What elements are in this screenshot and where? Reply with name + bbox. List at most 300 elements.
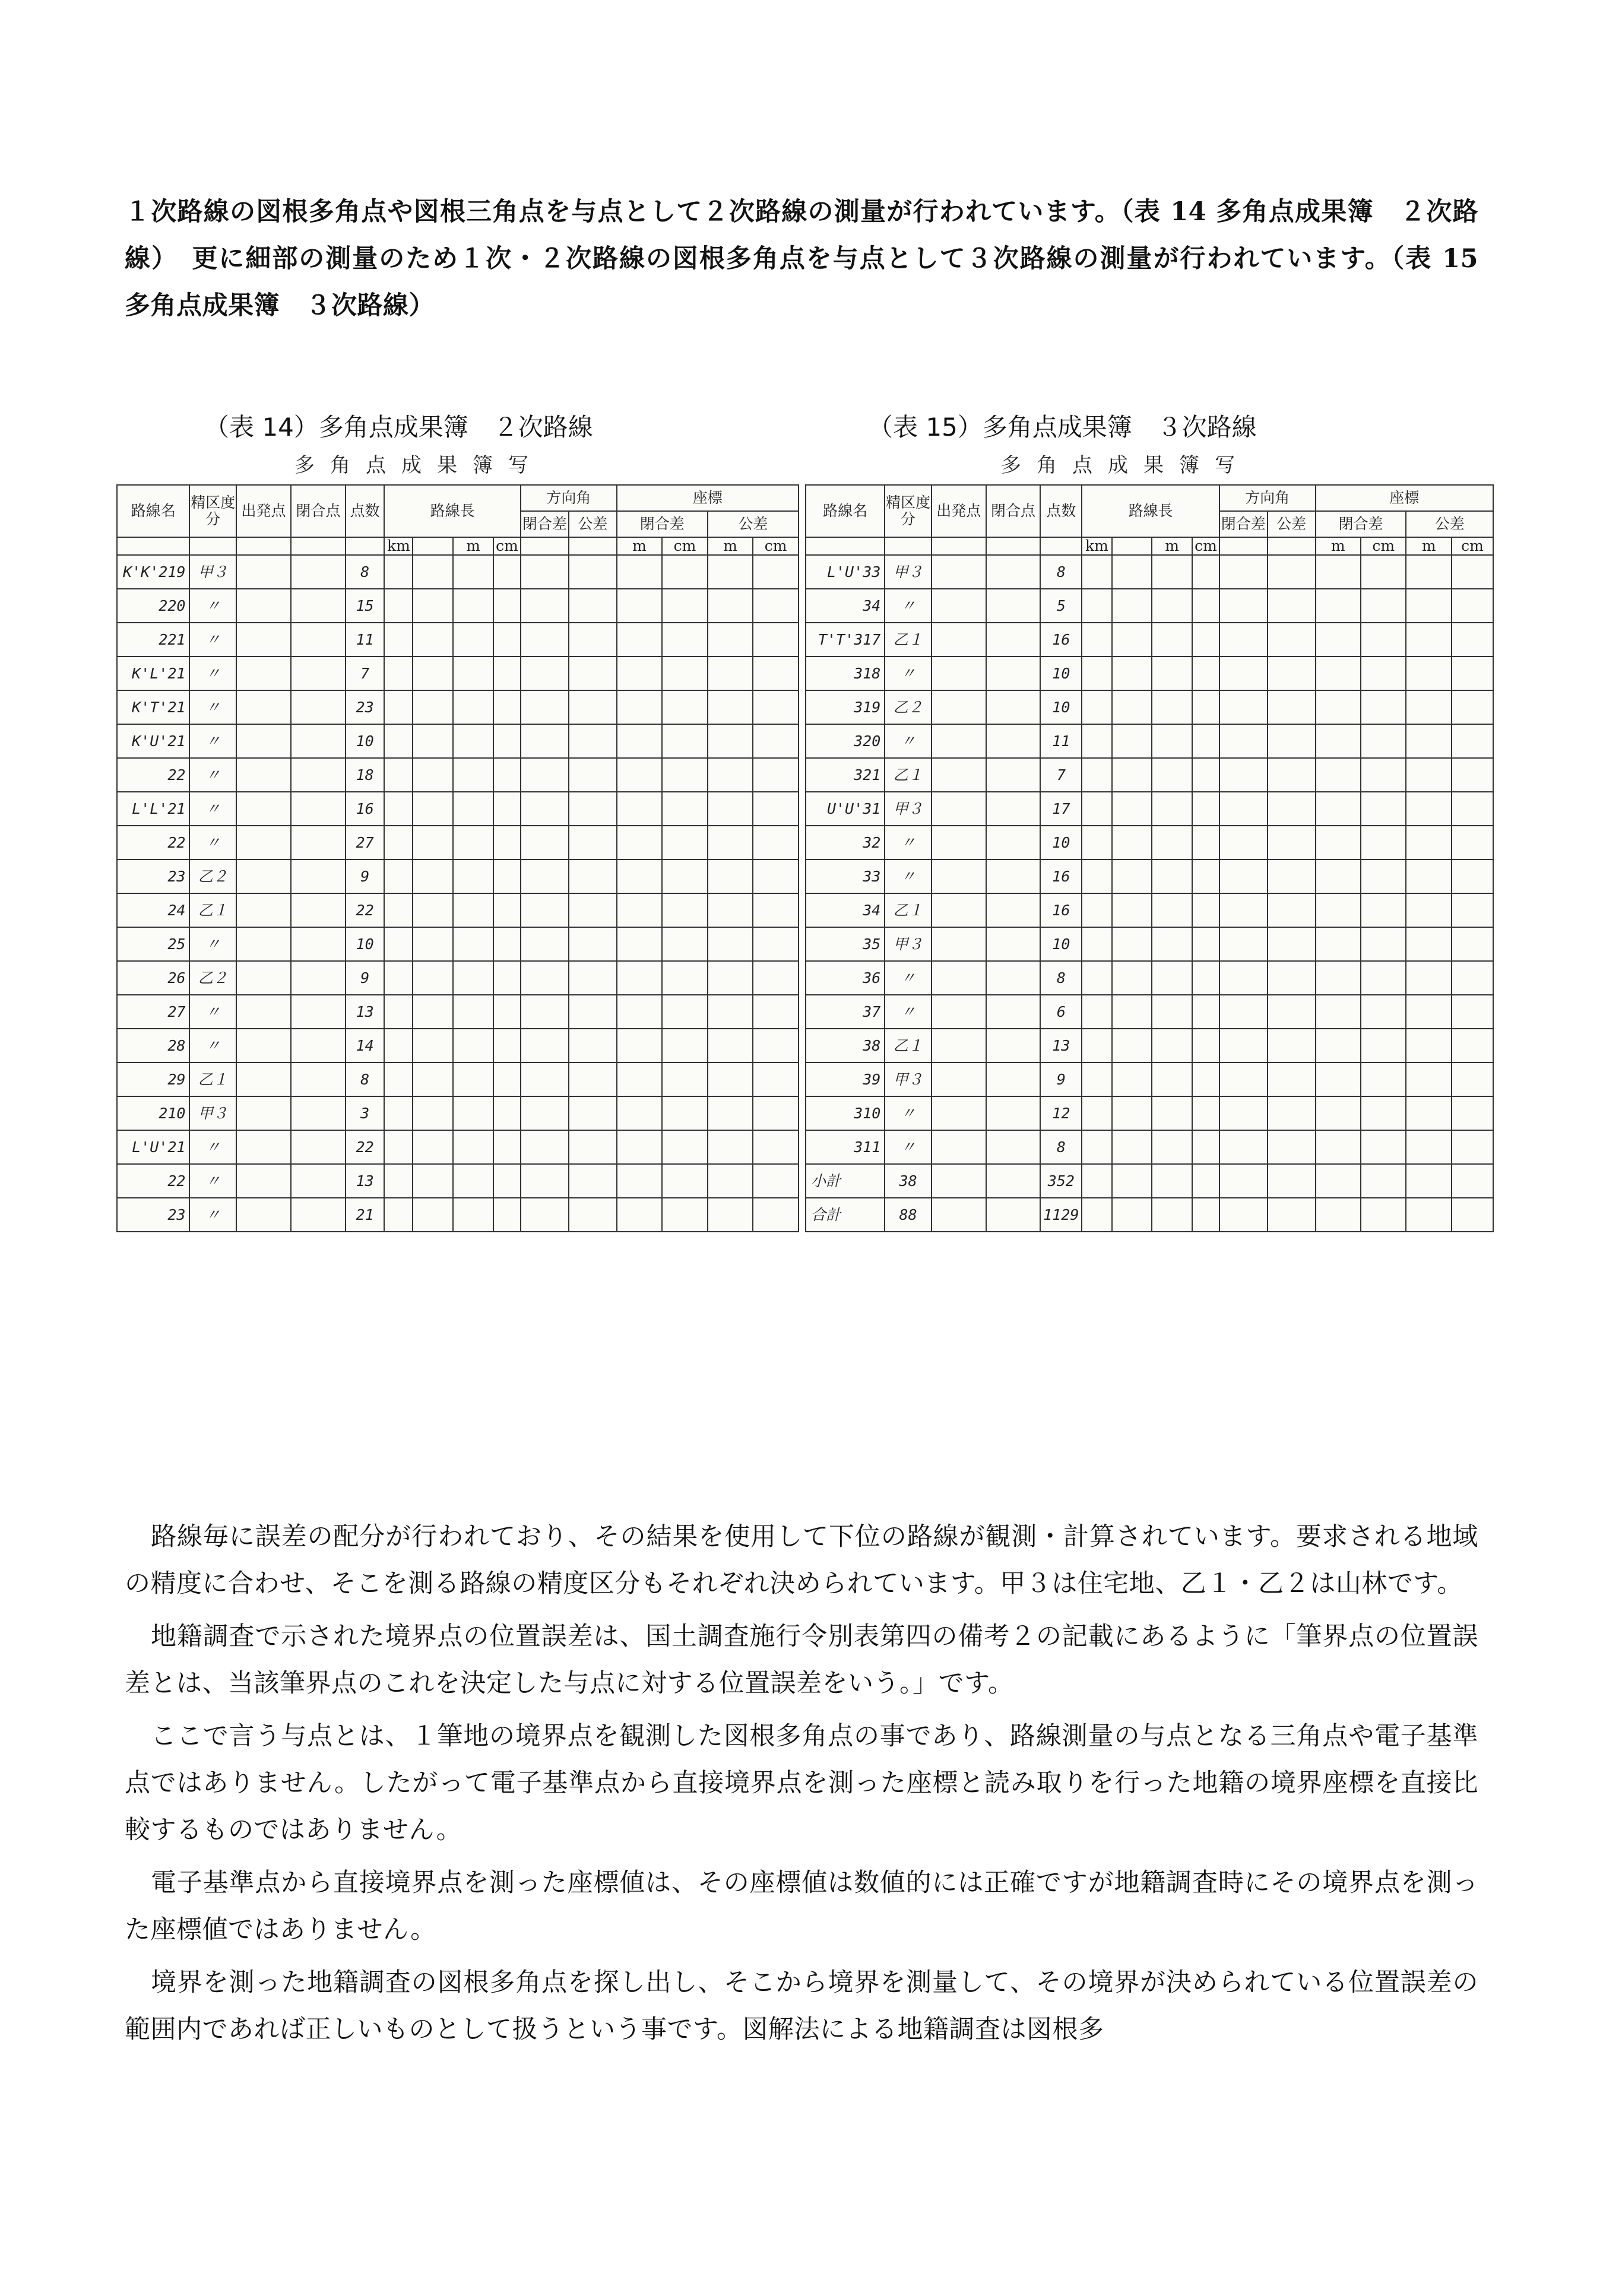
value-cell <box>1452 1063 1493 1096</box>
value-cell <box>569 623 617 657</box>
value-cell <box>569 589 617 623</box>
value-cell <box>1192 724 1219 758</box>
table-row <box>806 826 1493 860</box>
route-name-cell: K'K'219 <box>117 555 189 589</box>
point-count-cell: 15 <box>346 589 385 623</box>
route-name-cell: L'U'33 <box>806 555 885 589</box>
value-cell <box>493 657 521 690</box>
route-name-cell: 210 <box>117 1096 189 1130</box>
value-cell <box>1361 1029 1406 1063</box>
value-cell <box>453 1164 493 1198</box>
route-name-cell: U'U'31 <box>806 792 885 826</box>
value-cell <box>1452 1096 1493 1130</box>
value-cell <box>413 690 453 724</box>
value-cell <box>569 555 617 589</box>
value-cell <box>493 623 521 657</box>
value-cell <box>1192 589 1219 623</box>
value-cell <box>521 1096 569 1130</box>
value-cell <box>753 1198 799 1232</box>
value-cell <box>1268 623 1316 657</box>
value-cell <box>662 826 708 860</box>
value-cell <box>1219 1130 1268 1164</box>
value-cell <box>753 1096 799 1130</box>
value-cell <box>708 1096 753 1130</box>
precision-class-cell: 甲３ <box>885 1063 932 1096</box>
value-cell <box>1082 1063 1111 1096</box>
value-cell <box>493 792 521 826</box>
value-cell <box>1406 1063 1451 1096</box>
precision-class-cell: 乙１ <box>189 1063 236 1096</box>
route-name-cell: K'L'21 <box>117 657 189 690</box>
value-cell <box>1406 589 1451 623</box>
value-cell <box>521 826 569 860</box>
value-cell <box>453 961 493 995</box>
header-route: 路線名 <box>806 485 885 537</box>
value-cell <box>1452 555 1493 589</box>
value-cell <box>1082 826 1111 860</box>
value-cell <box>753 555 799 589</box>
start-point-cell <box>236 826 291 860</box>
value-cell <box>453 657 493 690</box>
value-cell <box>1406 724 1451 758</box>
value-cell <box>453 1198 493 1232</box>
header-coordinate: 座標 <box>617 485 799 511</box>
end-point-cell <box>291 1164 346 1198</box>
table-row <box>806 893 1493 927</box>
precision-class-cell: 〃 <box>885 1130 932 1164</box>
table-row <box>806 961 1493 995</box>
value-cell <box>753 1164 799 1198</box>
value-cell <box>708 589 753 623</box>
table-row <box>117 961 799 995</box>
body-paragraph-5: 境界を測った地籍調査の図根多角点を探し出し、そこから境界を測量して、その境界が決められている位置誤差の範囲内であれば正しいものとして扱うという事です。図解法による地籍調査は図根多 <box>125 1968 1478 2044</box>
subtotal-routes: 38 <box>885 1164 932 1198</box>
value-cell <box>1112 1063 1152 1096</box>
end-point-cell <box>986 758 1041 792</box>
value-cell <box>1219 893 1268 927</box>
value-cell <box>1219 826 1268 860</box>
precision-class-cell: 乙２ <box>189 860 236 893</box>
value-cell <box>493 1063 521 1096</box>
precision-class-cell: 〃 <box>189 1130 236 1164</box>
start-point-cell <box>932 589 986 623</box>
value-cell <box>1192 1096 1219 1130</box>
route-name-cell: 29 <box>117 1063 189 1096</box>
header-end-point: 閉合点 <box>986 485 1041 537</box>
value-cell <box>1452 826 1493 860</box>
value-cell <box>617 927 663 961</box>
value-cell <box>753 792 799 826</box>
value-cell <box>662 1164 708 1198</box>
value-cell <box>1406 555 1451 589</box>
table-row <box>117 555 799 589</box>
unit-cm-label: cm <box>493 537 521 555</box>
point-count-cell: 14 <box>346 1029 385 1063</box>
value-cell <box>493 961 521 995</box>
table-row <box>806 589 1493 623</box>
header-coordinate: 座標 <box>1316 485 1493 511</box>
value-cell <box>569 690 617 724</box>
value-cell <box>384 860 413 893</box>
value-cell <box>453 1029 493 1063</box>
precision-class-cell: 〃 <box>189 589 236 623</box>
value-cell <box>1192 860 1219 893</box>
precision-class-cell: 〃 <box>189 657 236 690</box>
precision-class-cell: 〃 <box>885 589 932 623</box>
value-cell <box>617 826 663 860</box>
value-cell <box>453 690 493 724</box>
value-cell <box>1082 927 1111 961</box>
value-cell <box>493 1130 521 1164</box>
value-cell <box>1361 589 1406 623</box>
end-point-cell <box>986 724 1041 758</box>
value-cell <box>1361 555 1406 589</box>
value-cell <box>1361 690 1406 724</box>
value-cell <box>708 555 753 589</box>
value-cell <box>1112 792 1152 826</box>
end-point-cell <box>986 826 1041 860</box>
value-cell <box>662 1029 708 1063</box>
end-point-cell <box>291 724 346 758</box>
value-cell <box>1112 1029 1152 1063</box>
precision-class-cell: 〃 <box>189 995 236 1029</box>
value-cell <box>1152 826 1192 860</box>
value-cell <box>662 623 708 657</box>
value-cell <box>453 555 493 589</box>
value-cell <box>1316 1063 1361 1096</box>
value-cell <box>1112 690 1152 724</box>
value-cell <box>1406 792 1451 826</box>
value-cell <box>708 1063 753 1096</box>
value-cell <box>453 1130 493 1164</box>
body-paragraph-4: 電子基準点から直接境界点を測った座標値は、その座標値は数値的には正確ですが地籍調査時にその境界点を測った座標値ではありません。 <box>125 1868 1478 1945</box>
start-point-cell <box>236 995 291 1029</box>
body-section <box>125 1514 1478 2059</box>
value-cell <box>662 792 708 826</box>
precision-class-cell: 甲３ <box>885 555 932 589</box>
value-cell <box>1406 758 1451 792</box>
value-cell <box>1192 623 1219 657</box>
route-name-cell: T'T'317 <box>806 623 885 657</box>
precision-class-cell: 〃 <box>189 792 236 826</box>
value-cell <box>1406 995 1451 1029</box>
value-cell <box>1316 995 1361 1029</box>
table-row <box>806 995 1493 1029</box>
route-name-cell: 318 <box>806 657 885 690</box>
value-cell <box>1152 724 1192 758</box>
table-row <box>117 623 799 657</box>
value-cell <box>708 657 753 690</box>
subtotal-row <box>806 1164 1493 1198</box>
value-cell <box>1082 657 1111 690</box>
value-cell <box>1192 792 1219 826</box>
value-cell <box>413 623 453 657</box>
precision-class-cell: 〃 <box>885 860 932 893</box>
table-15-ledger <box>805 484 1494 1232</box>
header-start-point: 出発点 <box>236 485 291 537</box>
total-count: 1129 <box>1040 1198 1082 1232</box>
value-cell <box>1361 1063 1406 1096</box>
value-cell <box>521 1130 569 1164</box>
value-cell <box>1152 1063 1192 1096</box>
value-cell <box>1082 589 1111 623</box>
point-count-cell: 10 <box>1040 826 1082 860</box>
route-name-cell: 37 <box>806 995 885 1029</box>
value-cell <box>753 995 799 1029</box>
end-point-cell <box>986 1130 1041 1164</box>
table-14-body <box>117 555 799 1232</box>
value-cell <box>1112 927 1152 961</box>
table-row <box>806 690 1493 724</box>
value-cell <box>569 1063 617 1096</box>
header-coordinate-tolerance: 公差 <box>1406 511 1493 537</box>
value-cell <box>1082 1130 1111 1164</box>
value-cell <box>569 792 617 826</box>
precision-class-cell: 甲３ <box>189 555 236 589</box>
start-point-cell <box>236 1063 291 1096</box>
value-cell <box>384 1096 413 1130</box>
value-cell <box>708 1029 753 1063</box>
unit-m-label: m <box>617 537 663 555</box>
value-cell <box>521 860 569 893</box>
header-direction-angle: 方向角 <box>521 485 617 511</box>
point-count-cell: 22 <box>346 1130 385 1164</box>
value-cell <box>1192 555 1219 589</box>
start-point-cell <box>236 555 291 589</box>
value-cell <box>413 1063 453 1096</box>
value-cell <box>1268 1096 1316 1130</box>
value-cell <box>413 589 453 623</box>
value-cell <box>1082 555 1111 589</box>
value-cell <box>1268 927 1316 961</box>
start-point-cell <box>932 724 986 758</box>
unit-cm-label: cm <box>662 537 708 555</box>
value-cell <box>617 589 663 623</box>
value-cell <box>662 589 708 623</box>
value-cell <box>453 995 493 1029</box>
point-count-cell: 10 <box>346 724 385 758</box>
intro-section <box>125 189 1504 329</box>
value-cell <box>1316 860 1361 893</box>
precision-class-cell: 乙１ <box>189 893 236 927</box>
value-cell <box>708 927 753 961</box>
value-cell <box>1268 724 1316 758</box>
value-cell <box>1361 893 1406 927</box>
value-cell <box>1112 1130 1152 1164</box>
intro-paragraph: １次路線の図根多角点や図根三角点を与点として２次路線の測量が行われています。（表 14 多角点成果簿 ２次路線） 更に細部の測量のため１次・２次路線の図根多角点を与点として３次路線の測量が行われています。（表 15 多角点成果簿 ３次路線） <box>125 197 1504 321</box>
value-cell <box>662 893 708 927</box>
value-cell <box>708 826 753 860</box>
value-cell <box>753 961 799 995</box>
value-cell <box>1112 961 1152 995</box>
value-cell <box>1452 792 1493 826</box>
value-cell <box>753 724 799 758</box>
value-cell <box>413 758 453 792</box>
value-cell <box>1112 893 1152 927</box>
route-name-cell: L'U'21 <box>117 1130 189 1164</box>
table-15-figure <box>805 408 1497 1232</box>
value-cell <box>453 826 493 860</box>
value-cell <box>453 1096 493 1130</box>
unit-m-label: m <box>1316 537 1361 555</box>
header-direction-angle: 方向角 <box>1219 485 1316 511</box>
value-cell <box>753 690 799 724</box>
value-cell <box>1192 893 1219 927</box>
route-name-cell: 38 <box>806 1029 885 1063</box>
route-name-cell: L'L'21 <box>117 792 189 826</box>
value-cell <box>617 792 663 826</box>
table-row <box>117 1198 799 1232</box>
value-cell <box>1268 1063 1316 1096</box>
value-cell <box>569 1164 617 1198</box>
value-cell <box>569 657 617 690</box>
value-cell <box>1152 623 1192 657</box>
end-point-cell <box>291 690 346 724</box>
end-point-cell <box>291 927 346 961</box>
value-cell <box>1361 995 1406 1029</box>
value-cell <box>1361 1130 1406 1164</box>
route-name-cell: 22 <box>117 758 189 792</box>
value-cell <box>1268 1130 1316 1164</box>
table-14-ledger <box>116 484 799 1232</box>
route-name-cell: 319 <box>806 690 885 724</box>
value-cell <box>493 724 521 758</box>
body-paragraph-1: 路線毎に誤差の配分が行われており、その結果を使用して下位の路線が観測・計算されています。要求される地域の精度に合わせ、そこを測る路線の精度区分もそれぞれ決められています。甲３は住宅地、乙１・乙２は山林です。 <box>125 1522 1478 1599</box>
precision-class-cell: 乙１ <box>885 758 932 792</box>
end-point-cell <box>986 690 1041 724</box>
value-cell <box>1452 758 1493 792</box>
subtotal-count: 352 <box>1040 1164 1082 1198</box>
value-cell <box>1316 1029 1361 1063</box>
value-cell <box>1406 690 1451 724</box>
value-cell <box>1268 860 1316 893</box>
value-cell <box>617 1198 663 1232</box>
header-route: 路線名 <box>117 485 189 537</box>
start-point-cell <box>932 1096 986 1130</box>
table-row <box>806 724 1493 758</box>
value-cell <box>1316 724 1361 758</box>
value-cell <box>1406 1029 1451 1063</box>
start-point-cell <box>932 961 986 995</box>
value-cell <box>1268 961 1316 995</box>
value-cell <box>413 555 453 589</box>
end-point-cell <box>986 657 1041 690</box>
start-point-cell <box>236 724 291 758</box>
value-cell <box>1361 1096 1406 1130</box>
value-cell <box>1406 961 1451 995</box>
value-cell <box>569 893 617 927</box>
header-direction-tolerance: 公差 <box>569 511 617 537</box>
point-count-cell: 3 <box>346 1096 385 1130</box>
precision-class-cell: 乙１ <box>885 623 932 657</box>
value-cell <box>493 758 521 792</box>
point-count-cell: 13 <box>346 995 385 1029</box>
value-cell <box>1268 995 1316 1029</box>
value-cell <box>493 555 521 589</box>
value-cell <box>1316 927 1361 961</box>
value-cell <box>1192 1130 1219 1164</box>
value-cell <box>493 1164 521 1198</box>
value-cell <box>753 657 799 690</box>
value-cell <box>1219 1096 1268 1130</box>
point-count-cell: 10 <box>1040 690 1082 724</box>
start-point-cell <box>932 826 986 860</box>
end-point-cell <box>291 995 346 1029</box>
route-name-cell: 25 <box>117 927 189 961</box>
value-cell <box>453 860 493 893</box>
value-cell <box>1316 589 1361 623</box>
header-start-point: 出発点 <box>932 485 986 537</box>
value-cell <box>1361 860 1406 893</box>
route-name-cell: 39 <box>806 1063 885 1096</box>
precision-class-cell: 〃 <box>885 961 932 995</box>
value-cell <box>1082 758 1111 792</box>
value-cell <box>662 961 708 995</box>
precision-class-cell: 〃 <box>189 826 236 860</box>
value-cell <box>1219 623 1268 657</box>
value-cell <box>1152 927 1192 961</box>
value-cell <box>1316 623 1361 657</box>
end-point-cell <box>291 792 346 826</box>
value-cell <box>569 995 617 1029</box>
value-cell <box>384 961 413 995</box>
value-cell <box>384 589 413 623</box>
start-point-cell <box>236 1198 291 1232</box>
value-cell <box>1112 555 1152 589</box>
value-cell <box>413 724 453 758</box>
value-cell <box>708 1198 753 1232</box>
unit-cm-label: cm <box>1192 537 1219 555</box>
value-cell <box>1452 623 1493 657</box>
table-row <box>117 995 799 1029</box>
start-point-cell <box>236 927 291 961</box>
table-14-figure <box>116 408 804 1232</box>
value-cell <box>569 927 617 961</box>
value-cell <box>413 927 453 961</box>
value-cell <box>521 961 569 995</box>
value-cell <box>753 623 799 657</box>
end-point-cell <box>986 995 1041 1029</box>
value-cell <box>617 1164 663 1198</box>
value-cell <box>1268 758 1316 792</box>
value-cell <box>384 1063 413 1096</box>
value-cell <box>1219 724 1268 758</box>
value-cell <box>453 724 493 758</box>
value-cell <box>708 623 753 657</box>
value-cell <box>1268 893 1316 927</box>
value-cell <box>453 623 493 657</box>
end-point-cell <box>291 1096 346 1130</box>
route-name-cell: 22 <box>117 826 189 860</box>
value-cell <box>662 1130 708 1164</box>
value-cell <box>1152 758 1192 792</box>
value-cell <box>413 1130 453 1164</box>
header-coordinate-closure: 閉合差 <box>1316 511 1406 537</box>
start-point-cell <box>932 657 986 690</box>
value-cell <box>453 893 493 927</box>
start-point-cell <box>236 1164 291 1198</box>
value-cell <box>617 1063 663 1096</box>
route-name-cell: 28 <box>117 1029 189 1063</box>
value-cell <box>493 826 521 860</box>
value-cell <box>662 555 708 589</box>
header-route-length: 路線長 <box>384 485 521 537</box>
precision-class-cell: 〃 <box>885 657 932 690</box>
value-cell <box>753 826 799 860</box>
value-cell <box>1316 690 1361 724</box>
precision-class-cell: 乙２ <box>189 961 236 995</box>
value-cell <box>1268 690 1316 724</box>
